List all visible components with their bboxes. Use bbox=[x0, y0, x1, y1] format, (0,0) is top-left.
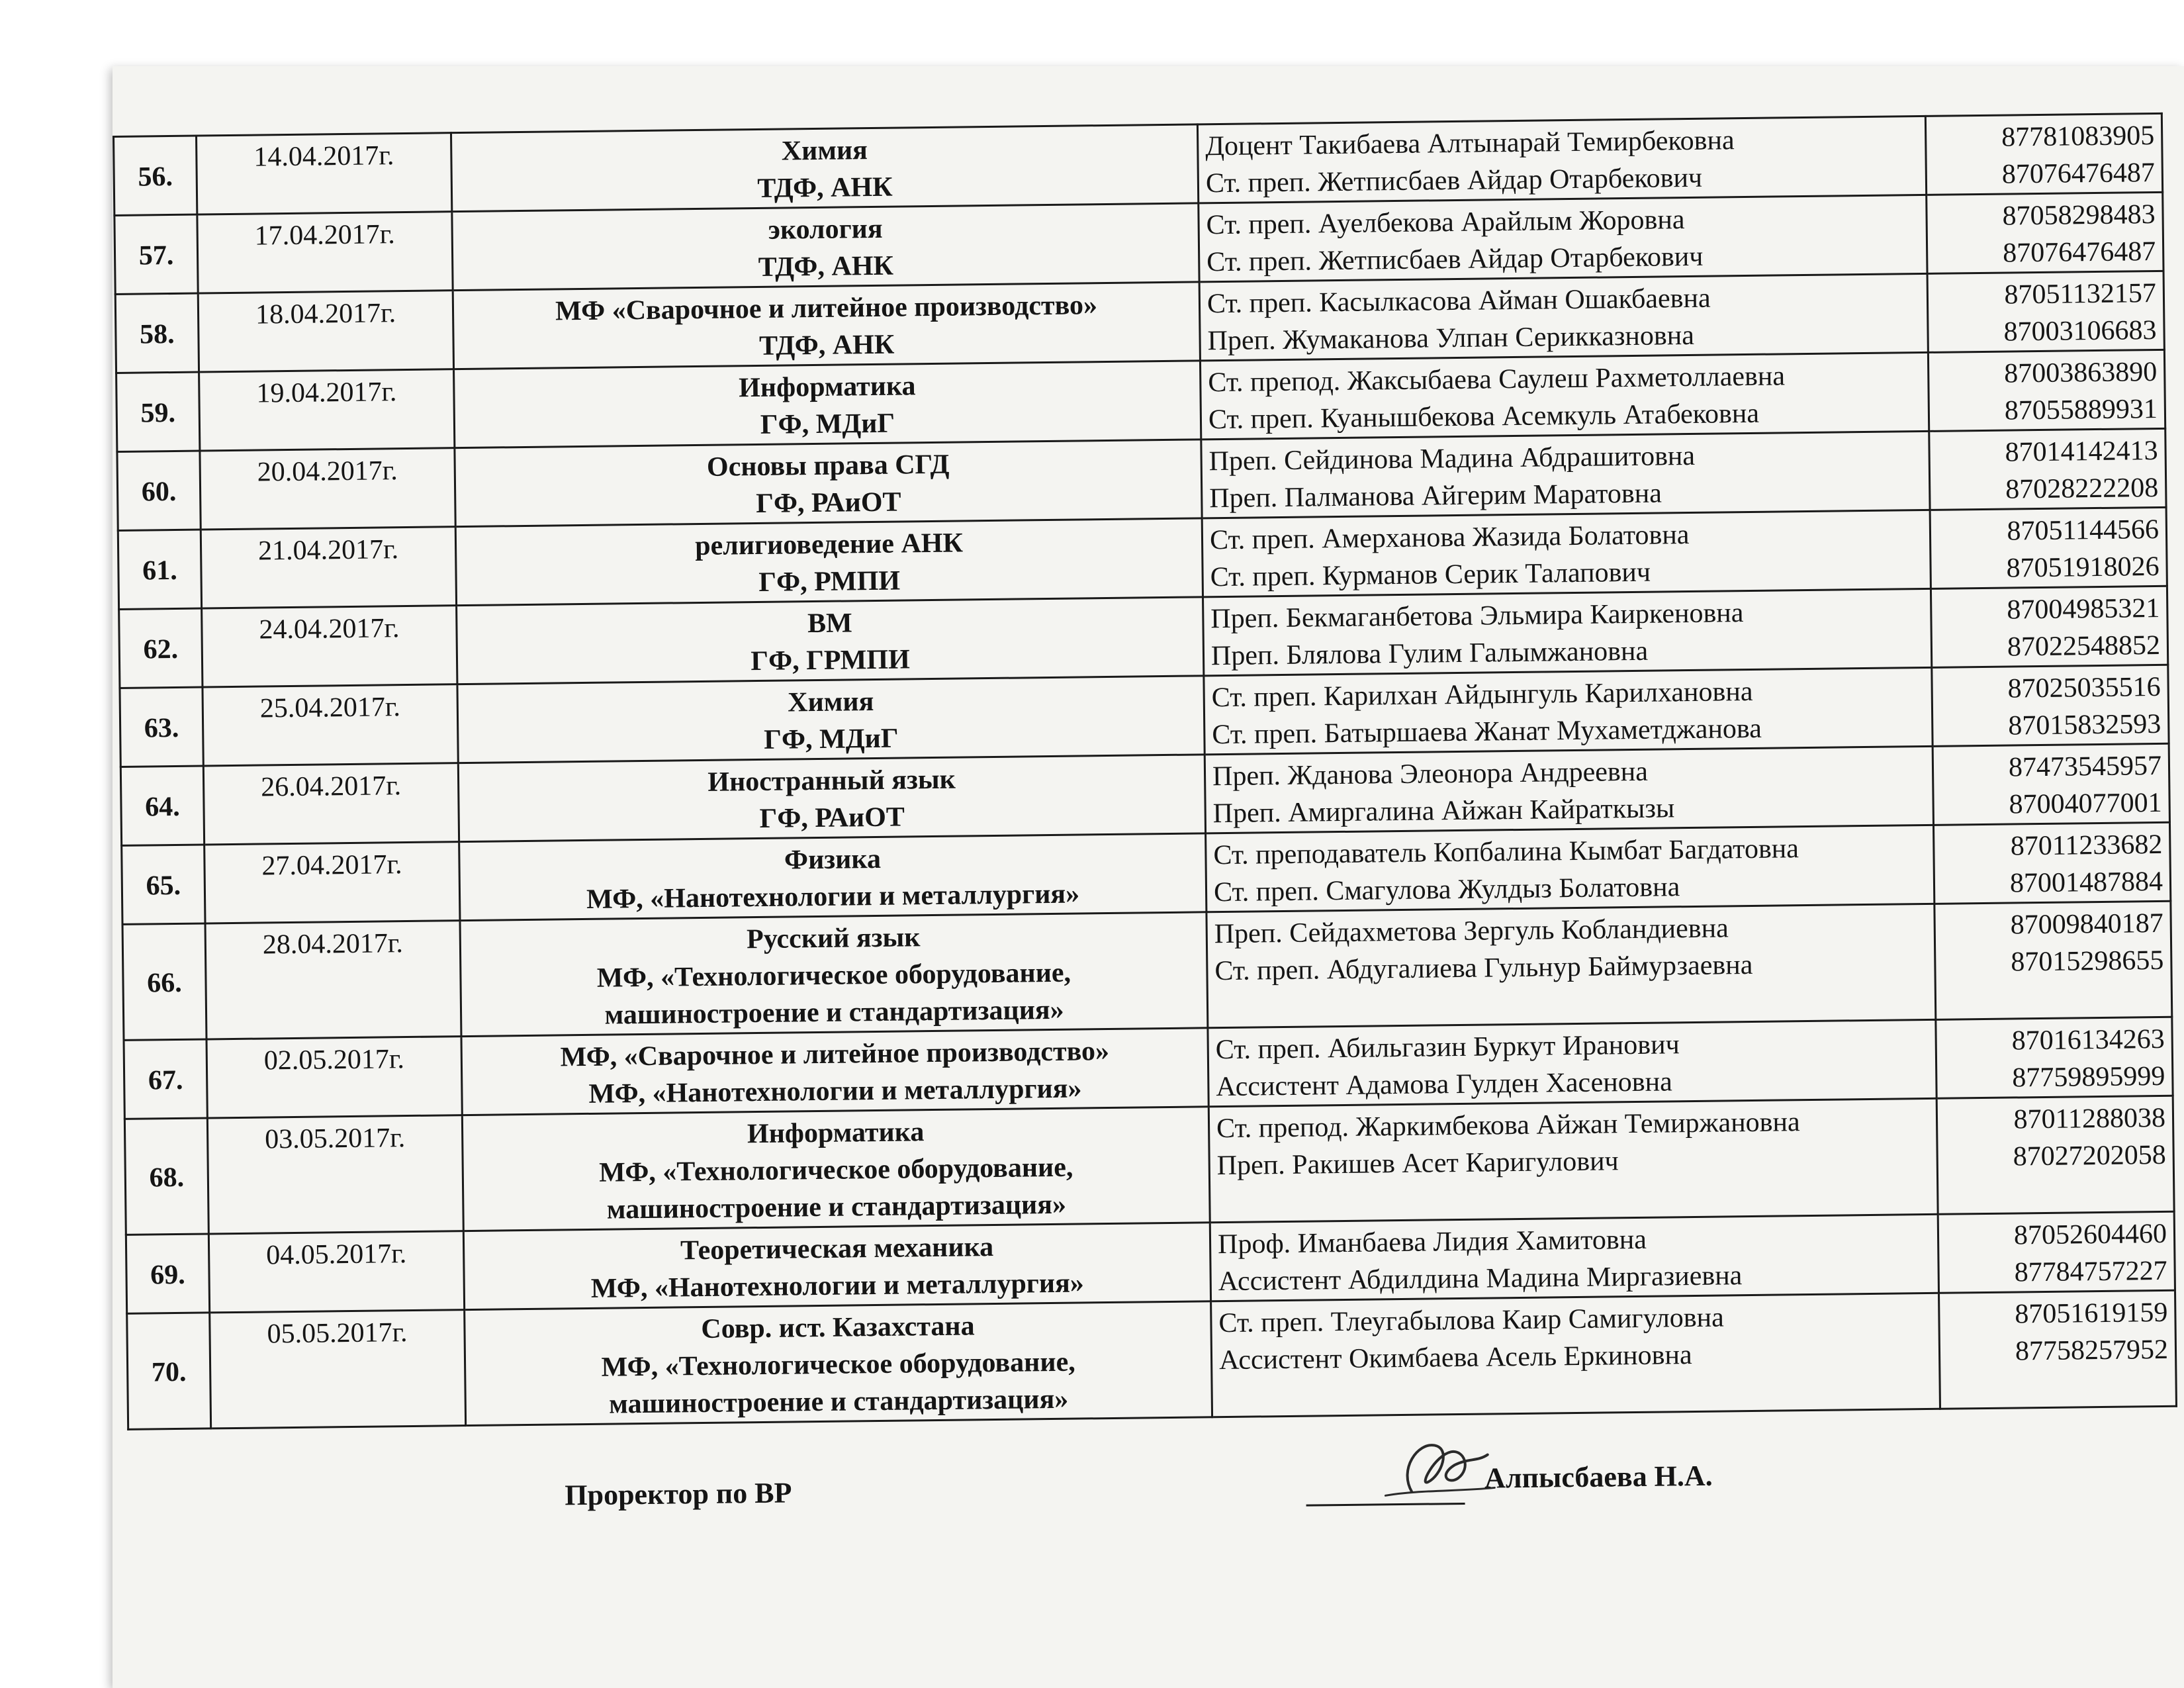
subject-line: экология bbox=[768, 213, 883, 246]
phone-line: 87015832593 bbox=[2008, 708, 2161, 741]
subject-line: машиностроение и стандартизация» bbox=[606, 1189, 1067, 1225]
phones-cell bbox=[1936, 1096, 2174, 1214]
phone-line: 87758257952 bbox=[2015, 1334, 2169, 1367]
phone-line: 87003863890 bbox=[2004, 356, 2158, 389]
teacher-line: Ст. преп. Амерханова Жазида Болатовна bbox=[1209, 520, 1690, 556]
subject-cell bbox=[465, 1301, 1212, 1426]
row-date: 26.04.2017г. bbox=[203, 763, 459, 845]
phone-line: 87001487884 bbox=[2009, 866, 2163, 899]
teacher-line: Преп. Амиргалина Айжан Кайраткызы bbox=[1212, 793, 1675, 829]
row-date: 18.04.2017г. bbox=[198, 291, 453, 372]
teacher-line: Ст. преп. Жетписбаев Айдар Отарбекович bbox=[1206, 241, 1704, 278]
subject-line: ТДФ, АНК bbox=[758, 250, 894, 283]
phone-line: 87009840187 bbox=[2010, 908, 2163, 941]
phone-line: 87051144566 bbox=[2007, 514, 2160, 547]
phone-line: 87027202058 bbox=[2013, 1139, 2166, 1172]
subject-line: МФ, «Нанотехнологии и металлургия» bbox=[586, 878, 1080, 915]
teachers-cell bbox=[1204, 667, 1933, 754]
phone-line: 87025035516 bbox=[2007, 671, 2161, 704]
row-number: 66. bbox=[122, 923, 206, 1040]
teacher-line: Преп. Сейдинова Мадина Абдрашитовна bbox=[1208, 440, 1696, 477]
row-number: 70. bbox=[127, 1313, 211, 1429]
table-row bbox=[124, 1096, 2174, 1235]
teachers-cell bbox=[1211, 1293, 1940, 1417]
teachers-cell bbox=[1206, 825, 1934, 912]
subject-line: ТДФ, АНК bbox=[758, 329, 895, 361]
row-number: 65. bbox=[122, 845, 205, 924]
teacher-line: Ассистент Адамова Гулден Хасеновна bbox=[1216, 1066, 1672, 1103]
subject-line: религиоведение АНК bbox=[695, 528, 964, 562]
row-date: 25.04.2017г. bbox=[203, 684, 458, 766]
teachers-cell bbox=[1208, 1098, 1938, 1222]
row-number: 68. bbox=[124, 1118, 208, 1235]
teacher-line: Преп. Бекмаганбетова Эльмира Каиркеновна bbox=[1210, 598, 1744, 635]
teachers-cell bbox=[1210, 1214, 1938, 1301]
phones-cell bbox=[1936, 1017, 2173, 1098]
subject-line: Иностранный язык bbox=[707, 764, 956, 798]
phone-line: 87052604460 bbox=[2013, 1218, 2167, 1251]
subject-cell bbox=[463, 1223, 1210, 1310]
subject-line: МФ, «Нанотехнологии и металлургия» bbox=[590, 1268, 1085, 1304]
phone-line: 87003106683 bbox=[2003, 314, 2157, 348]
phone-line: 87759895999 bbox=[2012, 1060, 2165, 1094]
handwritten-signature bbox=[1371, 1428, 1498, 1509]
phones-cell bbox=[1939, 1290, 2177, 1409]
row-date: 21.04.2017г. bbox=[201, 527, 456, 608]
subject-line: МФ, «Технологическое оборудование, bbox=[598, 1152, 1073, 1188]
phones-cell bbox=[1931, 586, 2167, 667]
teacher-line: Ст. преп. Карилхан Айдынгуль Карилхановна bbox=[1211, 676, 1753, 714]
schedule-table bbox=[113, 113, 2177, 1430]
row-number: 63. bbox=[120, 687, 203, 767]
teacher-line: Преп. Блялова Гулим Галымжановна bbox=[1210, 635, 1649, 672]
row-date: 24.04.2017г. bbox=[202, 606, 457, 687]
phone-line: 87051619159 bbox=[2015, 1297, 2168, 1330]
subject-line: Основы права СГД bbox=[706, 449, 950, 483]
subject-line: ГФ, ГРМПИ bbox=[751, 644, 910, 677]
row-number: 69. bbox=[126, 1234, 209, 1313]
subject-line: МФ, «Технологическое оборудование, bbox=[596, 957, 1071, 994]
subject-line: МФ, «Технологическое оборудование, bbox=[601, 1346, 1075, 1383]
subject-line: Информатика bbox=[747, 1117, 925, 1150]
row-number: 61. bbox=[118, 530, 201, 609]
subject-line: Физика bbox=[784, 843, 882, 876]
phones-cell bbox=[1933, 743, 2169, 825]
teacher-line: Преп. Палманова Айгерим Маратовна bbox=[1209, 478, 1662, 514]
row-date: 05.05.2017г. bbox=[210, 1310, 466, 1429]
teacher-line: Доцент Такибаева Алтынарай Темирбековна bbox=[1205, 125, 1735, 162]
phone-line: 87022548852 bbox=[2007, 630, 2161, 663]
subject-cell bbox=[452, 203, 1199, 291]
teacher-line: Ст. преподаватель Копбалина Кымбат Багдатовна bbox=[1213, 833, 1799, 871]
phone-line: 87051132157 bbox=[2004, 277, 2157, 310]
phone-line: 87058298483 bbox=[2002, 199, 2156, 232]
subject-line: ГФ, РАиОТ bbox=[759, 802, 905, 834]
subject-cell bbox=[458, 755, 1205, 842]
subject-cell bbox=[461, 1028, 1208, 1115]
subject-line: Информатика bbox=[738, 371, 916, 404]
teacher-line: Ст. преп. Абильгазин Буркут Иранович bbox=[1215, 1029, 1680, 1066]
phone-line: 87004985321 bbox=[2007, 592, 2160, 626]
subject-line: Теоретическая механика bbox=[680, 1232, 994, 1266]
signatory-position: Проректор по ВР bbox=[565, 1476, 792, 1512]
teacher-line: Преп. Жданова Элеонора Андреевна bbox=[1212, 756, 1649, 792]
subject-line: машиностроение и стандартизация» bbox=[608, 1383, 1069, 1420]
row-number: 57. bbox=[114, 214, 198, 294]
phone-line: 87014142413 bbox=[2005, 435, 2158, 468]
teacher-line: Ст. преп. Абдугалиева Гульнур Баймурзаевна bbox=[1214, 949, 1753, 987]
teacher-line: Ст. преп. Курманов Серик Талапович bbox=[1210, 557, 1651, 593]
subject-cell bbox=[457, 597, 1204, 684]
row-date: 02.05.2017г. bbox=[206, 1037, 462, 1118]
phone-line: 87011233682 bbox=[2010, 829, 2163, 862]
table-row bbox=[122, 901, 2172, 1040]
teachers-cell bbox=[1199, 195, 1927, 281]
phone-line: 87076476487 bbox=[2001, 157, 2156, 190]
row-number: 59. bbox=[116, 372, 200, 451]
teachers-cell bbox=[1208, 1019, 1936, 1106]
document-page bbox=[113, 113, 2176, 1510]
subject-line: ГФ, МДиГ bbox=[764, 723, 899, 755]
phone-line: 87028222208 bbox=[2005, 472, 2159, 505]
row-date: 19.04.2017г. bbox=[199, 369, 455, 451]
subject-cell bbox=[455, 518, 1203, 606]
teacher-line: Ассистент Окимбаева Асель Еркиновна bbox=[1218, 1340, 1692, 1376]
phone-line: 87784757227 bbox=[2014, 1255, 2167, 1288]
subject-line: ТДФ, АНК bbox=[757, 171, 893, 204]
phone-line: 87781083905 bbox=[2001, 120, 2155, 153]
row-date: 17.04.2017г. bbox=[197, 212, 453, 293]
phone-line: 87076476487 bbox=[2002, 236, 2156, 269]
row-date: 14.04.2017г. bbox=[197, 133, 452, 214]
subject-line: Химия bbox=[787, 686, 874, 718]
table-row bbox=[127, 1290, 2177, 1429]
teachers-cell bbox=[1200, 352, 1929, 439]
subject-line: Русский язык bbox=[746, 922, 921, 955]
subject-cell bbox=[460, 912, 1208, 1037]
phones-cell bbox=[1932, 665, 2169, 746]
teacher-line: Ст. преп. Касылкасова Айман Ошакбаевна bbox=[1206, 283, 1711, 320]
teacher-line: Проф. Иманбаева Лидия Хамитовна bbox=[1217, 1224, 1647, 1260]
phone-line: 87015298655 bbox=[2011, 945, 2164, 978]
teacher-line: Преп. Ракишев Асет Каригулович bbox=[1216, 1146, 1619, 1182]
phone-line: 87051918026 bbox=[2006, 551, 2160, 584]
teacher-line: Ст. преп. Куанышбекова Асемкуль Атабековна bbox=[1208, 398, 1760, 436]
subject-line: МФ, «Сварочное и литейное производство» bbox=[560, 1036, 1110, 1073]
schedule-body bbox=[114, 113, 2177, 1429]
row-date: 04.05.2017г. bbox=[208, 1231, 464, 1313]
phones-cell bbox=[1930, 507, 2167, 588]
teachers-cell bbox=[1206, 904, 1936, 1027]
phone-line: 87004077001 bbox=[2009, 787, 2162, 820]
row-number: 62. bbox=[119, 608, 203, 688]
phone-line: 87055889931 bbox=[2004, 393, 2158, 426]
phones-cell bbox=[1938, 1211, 2175, 1293]
subject-cell bbox=[451, 124, 1198, 212]
phone-line: 87016134263 bbox=[2011, 1023, 2165, 1056]
phones-cell bbox=[1934, 901, 2172, 1019]
row-date: 03.05.2017г. bbox=[207, 1115, 463, 1234]
row-date: 28.04.2017г. bbox=[205, 921, 461, 1039]
subject-cell bbox=[454, 361, 1201, 448]
teacher-line: Ст. преп. Тлеугабылова Каир Самигуловна bbox=[1218, 1302, 1724, 1339]
row-number: 60. bbox=[117, 451, 201, 530]
subject-line: ГФ, РМПИ bbox=[758, 565, 901, 598]
subject-line: Химия bbox=[781, 135, 868, 167]
subject-cell bbox=[462, 1107, 1210, 1231]
row-number: 67. bbox=[124, 1039, 207, 1119]
teachers-cell bbox=[1205, 746, 1933, 833]
phones-cell bbox=[1929, 428, 2166, 510]
phones-cell bbox=[1933, 822, 2170, 904]
teachers-cell bbox=[1199, 273, 1928, 360]
row-date: 27.04.2017г. bbox=[205, 842, 460, 923]
subject-cell bbox=[455, 440, 1202, 527]
row-number: 56. bbox=[114, 136, 197, 215]
phone-line: 87011288038 bbox=[2013, 1102, 2166, 1135]
teacher-line: Ст. препод. Жаркимбекова Айжан Темиржановна bbox=[1216, 1107, 1800, 1145]
teacher-line: Преп. Сейдахметова Зергуль Кобландиевна bbox=[1214, 913, 1729, 950]
subject-cell bbox=[457, 676, 1205, 763]
row-number: 64. bbox=[120, 766, 204, 845]
teacher-line: Ст. преп. Ауелбекова Арайлым Жоровна bbox=[1206, 205, 1685, 241]
teacher-line: Преп. Жумаканова Улпан Серикказновна bbox=[1207, 320, 1695, 357]
teachers-cell bbox=[1197, 116, 1926, 203]
teachers-cell bbox=[1201, 431, 1930, 518]
phones-cell bbox=[1925, 113, 2162, 195]
signatory-name: Алпысбаева Н.А. bbox=[1484, 1459, 1713, 1495]
subject-cell bbox=[453, 282, 1200, 369]
phones-cell bbox=[1927, 192, 2163, 273]
teacher-line: Ассистент Абдилдина Мадина Миргазиевна bbox=[1218, 1260, 1743, 1297]
subject-line: Совр. ист. Казахстана bbox=[701, 1311, 975, 1345]
subject-line: МФ, «Нанотехнологии и металлургия» bbox=[588, 1073, 1082, 1109]
teachers-cell bbox=[1203, 588, 1932, 675]
subject-line: ГФ, МДиГ bbox=[760, 408, 895, 440]
teacher-line: Ст. преп. Жетписбаев Айдар Отарбекович bbox=[1205, 162, 1703, 199]
row-number: 58. bbox=[115, 293, 199, 373]
teacher-line: Ст. преп. Смагулова Жулдыз Болатовна bbox=[1213, 872, 1680, 908]
subject-line: ВМ bbox=[807, 608, 853, 639]
subject-line: машиностроение и стандартизация» bbox=[604, 994, 1064, 1031]
subject-line: МФ «Сварочное и литейное производство» bbox=[555, 290, 1098, 327]
teacher-line: Ст. преп. Батыршаева Жанат Мухаметджанова bbox=[1212, 713, 1762, 751]
phones-cell bbox=[1928, 350, 2165, 431]
row-date: 20.04.2017г. bbox=[200, 448, 455, 530]
subject-line: ГФ, РАиОТ bbox=[755, 487, 901, 520]
teachers-cell bbox=[1202, 510, 1931, 596]
teacher-line: Ст. препод. Жаксыбаева Саулеш Рахметоллаевна bbox=[1208, 361, 1786, 399]
subject-cell bbox=[459, 833, 1206, 921]
phone-line: 87473545957 bbox=[2008, 750, 2162, 783]
phones-cell bbox=[1927, 271, 2164, 352]
